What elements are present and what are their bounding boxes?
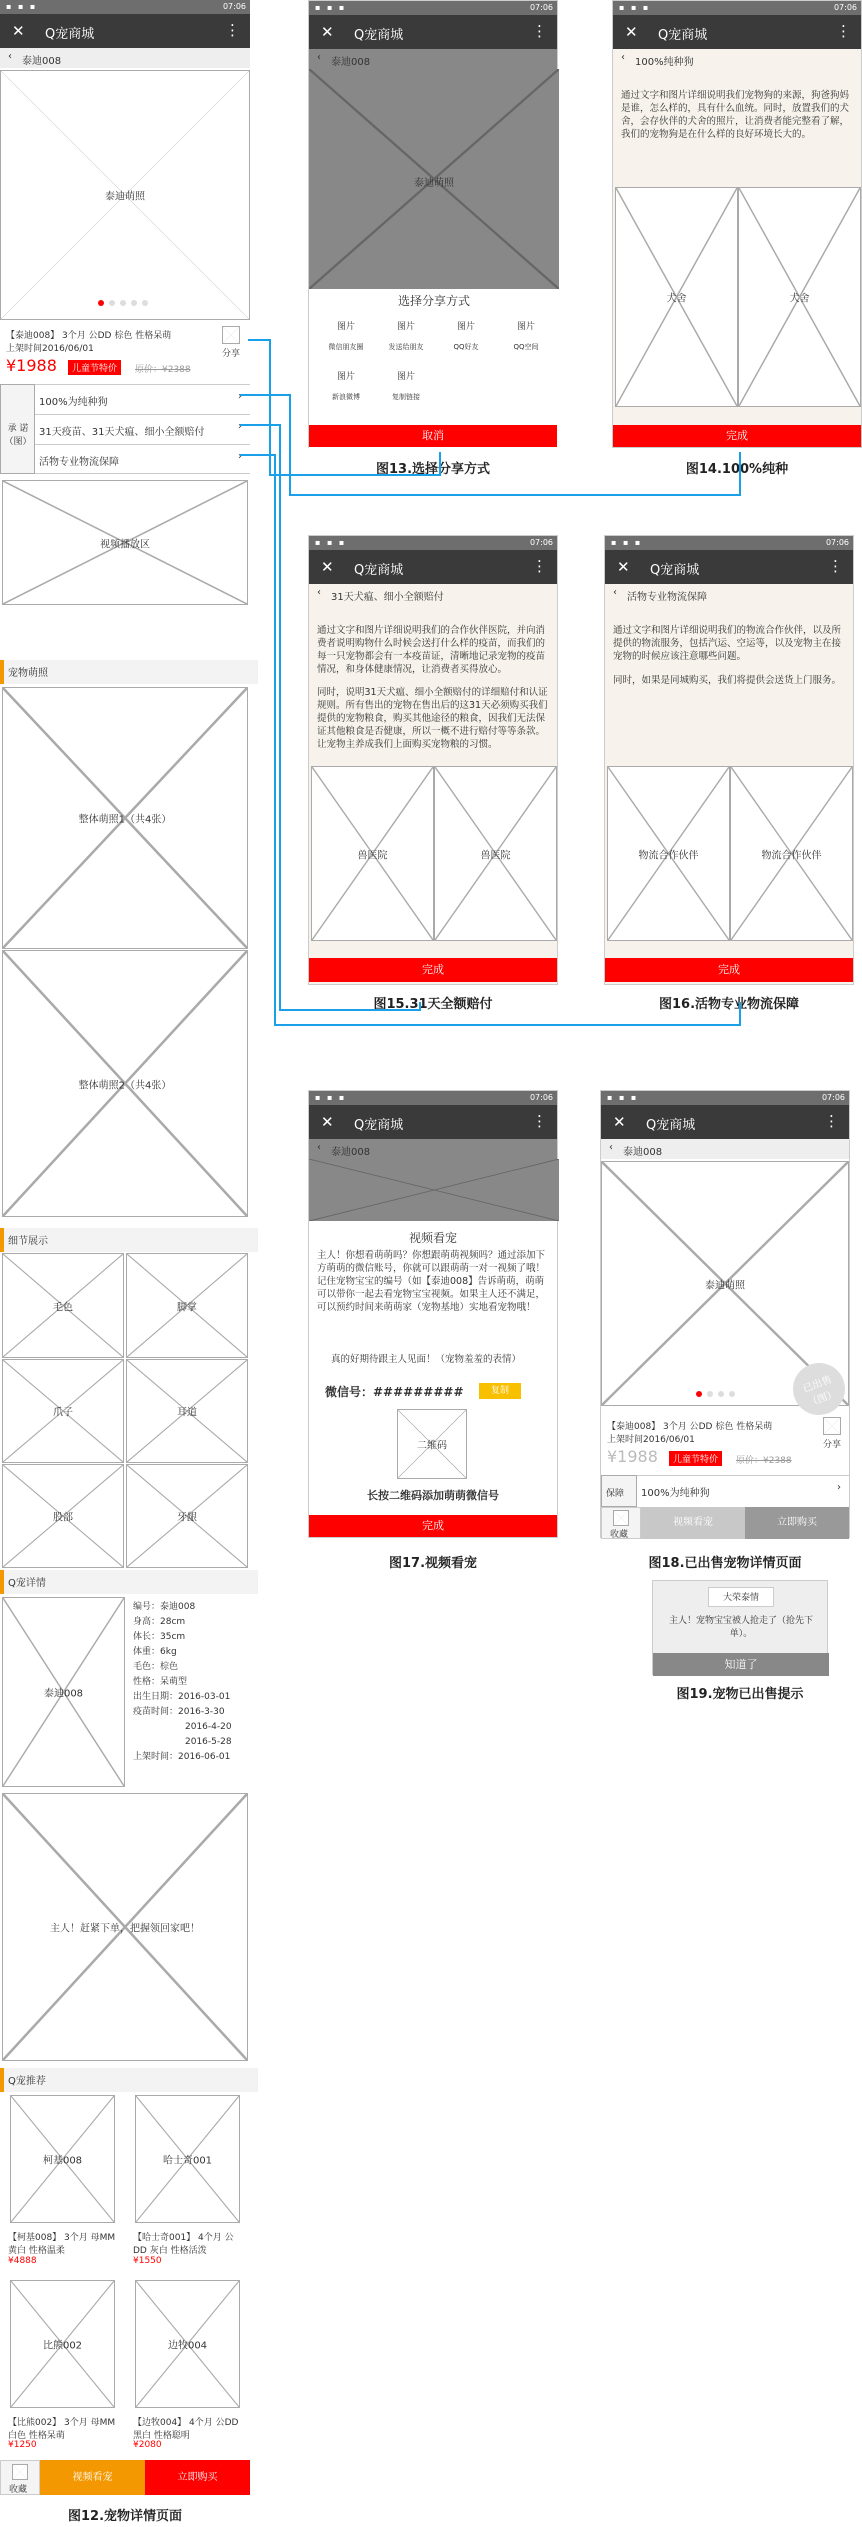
close-icon[interactable]: ✕: [321, 558, 334, 576]
sold-stamp: 已出售（图）: [786, 1356, 853, 1423]
close-icon[interactable]: ✕: [12, 22, 25, 40]
share-weibo[interactable]: 图片 新浪微博: [332, 372, 360, 401]
close-icon[interactable]: ✕: [617, 558, 630, 576]
buy-now-button[interactable]: 立即购买: [145, 2460, 250, 2495]
detail-fur: 毛色: [2, 1253, 124, 1358]
back-icon[interactable]: ‹: [317, 1142, 321, 1153]
menu-item-vaccine[interactable]: 31天疫苗、31天犬瘟、细小全额赔付 ›: [35, 414, 250, 443]
dialog-tag: 大荣泰情: [708, 1587, 774, 1607]
buy-now-button: 立即购买: [745, 1507, 849, 1539]
share-icon[interactable]: [823, 1417, 841, 1435]
section-photos: 宠物萌照: [0, 660, 258, 684]
more-icon[interactable]: ⋮: [225, 21, 240, 39]
close-icon[interactable]: ✕: [321, 1113, 334, 1131]
logistics-description-2: 同时，如果是同城购买，我们将提供会送货上门服务。: [613, 675, 842, 686]
partner-image-2: 物流合作伙伴: [730, 766, 853, 941]
info-list: 编号：泰迪008 身高：28cm 体长：35cm 体重：6kg 毛色：棕色 性格：呆萌型 出生日期：2016-03-01 疫苗时间：2016-3-30 2016-4-20 2016-5-28 上架时间：2016-06-01: [133, 1602, 232, 1762]
main-image: 泰迪萌照: [601, 1161, 849, 1406]
back-icon[interactable]: ‹: [613, 587, 617, 598]
caption-fig15: 图15.31天全额赔付: [373, 997, 493, 1012]
more-icon[interactable]: ⋮: [532, 1112, 547, 1130]
original-price: 原价：¥2388: [135, 365, 191, 375]
caption-fig17: 图17.视频看宠: [388, 1556, 478, 1571]
app-titlebar: [0, 14, 250, 48]
share-qzone[interactable]: 图片 QQ空间: [513, 322, 539, 351]
info-image: 泰迪008: [2, 1597, 125, 1787]
favorite-icon: [12, 2464, 28, 2480]
copy-button[interactable]: 复制: [479, 1383, 521, 1399]
rec-image-3[interactable]: 比熊002: [10, 2280, 115, 2408]
section-info: Q宠详情: [0, 1570, 258, 1594]
order-cta-image: 主人！赶紧下单，把握领回家吧！: [2, 1793, 248, 2061]
rec-title-2[interactable]: 【哈士奇001】 4个月 公DD 灰白 性格活泼: [133, 2233, 234, 2256]
share-copy-link[interactable]: 图片 复制链接: [392, 372, 420, 401]
detail-claw: 爪子: [2, 1359, 124, 1463]
back-icon[interactable]: ‹: [609, 1142, 613, 1153]
back-icon[interactable]: ‹: [8, 51, 12, 62]
overall-photo-2: 整体萌照2（共4张）: [2, 950, 248, 1217]
partner-image-1: 物流合作伙伴: [607, 766, 730, 941]
caption-fig13: 图13.选择分享方式: [375, 462, 491, 477]
dim-image: [309, 1159, 559, 1221]
more-icon[interactable]: ⋮: [532, 557, 547, 575]
rec-image-4[interactable]: 边牧004: [135, 2280, 240, 2408]
section-recommend: Q宠推荐: [0, 2068, 258, 2092]
done-button[interactable]: 完成: [309, 958, 557, 982]
favorite-icon: [613, 1510, 629, 1526]
share-sheet-title: 选择分享方式: [397, 294, 470, 308]
dim-image: 泰迪萌照: [309, 69, 559, 289]
fig18-phone: ▪ ▪ ▪ 07:06 ✕ Q宠商城 ⋮ ‹ 泰迪008 泰迪萌照 已出售（图） 【泰迪008】 3个月 公DD 棕色 性格呆萌 上架时间2016/06/01 分享 ¥1988 儿童节特价 原价：¥2388 保障 100%为纯种狗 › 收藏 视频看宠 立即购买: [600, 1090, 850, 1538]
video-title: 视频看宠: [408, 1231, 457, 1245]
detail-paw: 脚掌: [126, 1253, 248, 1358]
rec-image-2[interactable]: 哈士奇001: [135, 2095, 240, 2223]
qr-code[interactable]: 二维码: [397, 1409, 467, 1479]
video-description-2: 真的好期待跟主人见面！（宠物羞羞的表情）: [331, 1354, 522, 1365]
video-area[interactable]: 视频播放区: [2, 480, 248, 605]
done-button[interactable]: 完成: [613, 425, 861, 447]
caption-fig19: 图19.宠物已出售提示: [676, 1687, 804, 1702]
fig15-phone: ▪ ▪ ▪ 07:06 ✕ Q宠商城 ⋮ ‹ 31天犬瘟、细小全额赔付 通过文字和图片详细说明我们的合作伙伴医院，并向消费者说明购物什么时候会送打什么样的疫苗，而我们的每一只宠物都会有一本疫苗证，清晰地记录宠物的疫苗情况，和身体健康情况，让消费者买得放心。 同时，说明31天犬瘟、细小全额赔付的详细赔付和认证规则。所有售出的宠物在售出后的这31天必须购买我们提供的宠物粮食，购买其他途径的粮食，因我们无法保证其他粮食是否健康，所以一概不进行赔付等等条款。让宠物主养成我们上面购买宠物粮的习惯。 兽医院 兽医院 完成: [308, 535, 558, 985]
detail-ear: 耳道: [126, 1359, 248, 1463]
caption-fig14: 图14.100%纯种: [685, 462, 789, 477]
back-icon[interactable]: ‹: [317, 587, 321, 598]
detail-hip: 股部: [2, 1464, 124, 1568]
app-title: Q宠商城: [45, 27, 95, 42]
more-icon[interactable]: ⋮: [836, 22, 851, 40]
breadcrumb: ‹ 泰迪008: [0, 48, 250, 68]
price: ¥1988: [6, 356, 57, 375]
share-qq-friend[interactable]: 图片 QQ好友: [453, 322, 479, 351]
video-view-button[interactable]: 视频看宠: [40, 2460, 145, 2495]
listing-time: 上架时间2016/06/01: [6, 344, 94, 354]
close-icon[interactable]: ✕: [613, 1113, 626, 1131]
vet-image-2: 兽医院: [434, 766, 557, 941]
favorite-button[interactable]: 收藏: [0, 2460, 40, 2495]
close-icon[interactable]: ✕: [321, 23, 334, 41]
share-wechat-friend[interactable]: 图片 发送给朋友: [388, 322, 424, 351]
menu-item-logistics[interactable]: 活物专业物流保障 ›: [35, 444, 250, 474]
sold-message: 主人！宠物宝宝被人抢走了（抢先下单）。: [668, 1616, 813, 1639]
main-image: 泰迪萌照: [0, 70, 250, 320]
vaccine-description-1: 通过文字和图片详细说明我们的合作伙伴医院，并向消费者说明购物什么时候会送打什么样的疫苗，而我们的每一只宠物都会有一本疫苗证，清晰地记录宠物的疫苗情况，和身体健康情况，让消费者买得放心。: [317, 625, 546, 675]
more-icon[interactable]: ⋮: [532, 22, 547, 40]
cancel-button[interactable]: 取消: [309, 425, 557, 447]
caption-fig18: 图18.已出售宠物详情页面: [648, 1556, 802, 1571]
rec-price-1: ¥4888: [8, 2256, 37, 2266]
promo-tag: 儿童节特价: [68, 360, 121, 375]
guarantee-badge: 保障: [601, 1475, 637, 1507]
video-description: 主人！你想看萌萌吗？你想跟萌萌视频吗？通过添加下方萌萌的微信账号，你就可以跟萌萌一对一视频了哦！记住宠物宝宝的编号（如【泰迪008】告诉萌萌，萌萌可以带你一起去看宠物宝宝视频。如果主人还不满足，可以预约时间来萌萌家（宠物基地）实地看宠物哦！: [317, 1250, 546, 1313]
more-icon[interactable]: ⋮: [824, 1112, 839, 1130]
kennel-image-1: 犬舍: [615, 187, 738, 407]
rec-title-1[interactable]: 【柯基008】 3个月 母MM 黄白 性格温柔: [8, 2233, 116, 2256]
share-label: 分享: [823, 1440, 842, 1450]
done-button[interactable]: 完成: [605, 958, 853, 982]
rec-title-4[interactable]: 【边牧004】 4个月 公DD 黑白 性格聪明: [133, 2418, 239, 2441]
kennel-image-2: 犬舍: [738, 187, 861, 407]
share-wechat-moments[interactable]: 图片 微信朋友圈: [328, 322, 364, 351]
vet-image-1: 兽医院: [311, 766, 434, 941]
listing-time: 上架时间2016/06/01: [607, 1435, 695, 1445]
fig17-phone: ▪ ▪ ▪ 07:06 ✕ Q宠商城 ⋮ ‹ 泰迪008 视频看宠 主人！你想看萌萌吗？你想跟萌萌视频吗？通过添加下方萌萌的微信账号，你就可以跟萌萌一对一视频了哦！记住宠物宝宝的编号（如【泰迪008】告诉萌萌，萌萌可以带你一起去看宠物宝宝视频。如果主人还不满足，可以预约时间来萌萌家（宠物基地）实地看宠物哦！ 真的好期待跟主人见面！（宠物羞羞的表情） 微信号：######### 复制 二维码 长按二维码添加萌萌微信号 完成: [308, 1090, 558, 1538]
fig16-phone: ▪ ▪ ▪ 07:06 ✕ Q宠商城 ⋮ ‹ 活物专业物流保障 通过文字和图片详细说明我们的物流合作伙伴，以及所提供的物流服务，包括汽运、空运等，以及宠物主在接宠物的时候应该注意哪些问题。 同时，如果是同城购买，我们将提供会送货上门服务。 物流合作伙伴 物流合作伙伴 完成: [604, 535, 854, 985]
caption-fig12: 图12.宠物详情页面: [67, 2509, 183, 2524]
rec-image-1[interactable]: 柯基008: [10, 2095, 115, 2223]
price: ¥1988: [607, 1447, 658, 1466]
caption-fig16: 图16.活物专业物流保障: [658, 997, 800, 1012]
status-bar: ▪ ▪ ▪ 07:06: [0, 0, 250, 14]
detail-gum: 牙龈: [126, 1464, 248, 1568]
qr-hint: 长按二维码添加萌萌微信号: [367, 1489, 499, 1502]
rec-price-4: ¥2080: [133, 2440, 162, 2450]
product-title: 【泰迪008】 3个月 公DD 棕色 性格呆萌: [607, 1422, 773, 1432]
vaccine-description-2: 同时，说明31天犬瘟、细小全额赔付的详细赔付和认证规则。所有售出的宠物在售出后的这31天必须购买我们提供的宠物粮食，购买其他途径的粮食，因我们无法保证其他粮食是否健康，所以一概不进行赔付等等条款。让宠物主养成我们上面购买宠物粮的习惯。: [317, 687, 548, 750]
more-icon[interactable]: ⋮: [828, 557, 843, 575]
section-details: 细节展示: [0, 1228, 258, 1252]
overall-photo-1: 整体萌照1（共4张）: [2, 687, 248, 949]
fig13-phone: ▪ ▪ ▪ 07:06 ✕ Q宠商城 ⋮ ‹ 泰迪008 泰迪萌照 选择分享方式 图片 微信朋友圈 图片 发送给朋友 图片 QQ好友 图片 QQ空间 图片 新浪微博 图片 复制链接 取消: [308, 0, 558, 448]
rec-title-3[interactable]: 【比熊002】 3个月 母MM 白色 性格呆萌: [8, 2418, 116, 2441]
promise-badge: 承 诺 （图）: [0, 384, 35, 474]
original-price: 原价：¥2388: [736, 1456, 792, 1466]
wechat-id: 微信号：#########: [325, 1385, 464, 1399]
video-view-button: 视频看宠: [641, 1507, 745, 1539]
fig14-phone: ▪ ▪ ▪ 07:06 ✕ Q宠商城 ⋮ ‹ 100%纯种狗 通过文字和图片详细说明我们宠物狗的来源，狗爸狗妈是谁，怎么样的，具有什么血统。同时，放置我们的犬舍，会存伙伴的犬舍的照片，让消费者能完整看了解，我们的宠物狗是在什么样的良好环境长大的。 犬舍 犬舍 完成: [612, 0, 862, 448]
menu-item-purebred[interactable]: 100%为纯种狗 ›: [35, 384, 250, 413]
rec-price-2: ¥1550: [133, 2256, 162, 2266]
menu-item-purebred[interactable]: 100%为纯种狗 ›: [637, 1475, 849, 1504]
carousel-dots[interactable]: [98, 298, 158, 306]
close-icon[interactable]: ✕: [625, 23, 638, 41]
back-icon[interactable]: ‹: [621, 52, 625, 63]
share-icon[interactable]: [222, 326, 240, 344]
logistics-description-1: 通过文字和图片详细说明我们的物流合作伙伴，以及所提供的物流服务，包括汽运、空运等，以及宠物主在接宠物的时候应该注意哪些问题。: [613, 625, 842, 662]
fig19-dialog: [652, 1580, 828, 1675]
promo-tag: 儿童节特价: [669, 1451, 722, 1466]
carousel-dots[interactable]: [696, 1389, 735, 1400]
share-label: 分享: [222, 349, 241, 359]
back-icon[interactable]: ‹: [317, 52, 321, 63]
fig12-phone: [0, 0, 250, 2495]
product-title: 【泰迪008】 3个月 公DD 棕色 性格呆萌: [6, 331, 172, 341]
purebred-description: 通过文字和图片详细说明我们宠物狗的来源，狗爸狗妈是谁，怎么样的，具有什么血统。同时，放置我们的犬舍，会存伙伴的犬舍的照片，让消费者能完整看了解，我们的宠物狗是在什么样的良好环境长大的。: [621, 90, 850, 140]
ok-button[interactable]: 知道了: [653, 1653, 829, 1676]
favorite-button[interactable]: 收藏: [601, 1507, 641, 1539]
rec-price-3: ¥1250: [8, 2440, 37, 2450]
done-button[interactable]: 完成: [309, 1515, 557, 1537]
